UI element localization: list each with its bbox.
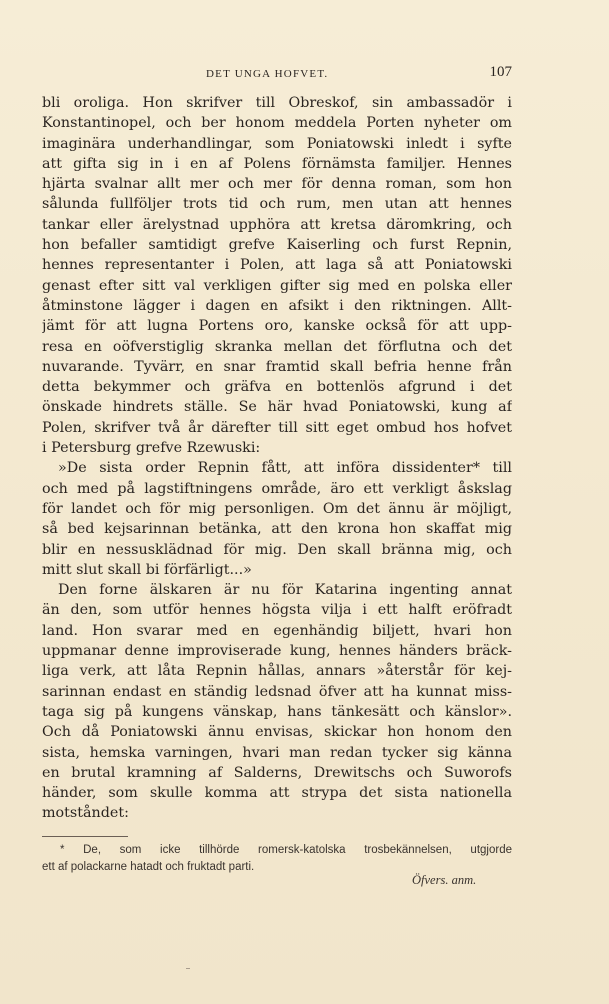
text-line: hennes representanter i Polen, att laga så att Poniatowski xyxy=(42,257,512,274)
text-line: bli oroliga. Hon skrifver till Obreskof, sin ambassadör i xyxy=(42,95,512,111)
text-line: Den forne älskaren är nu för Katarina ingenting annat xyxy=(58,582,512,599)
text-line: så bed kejsarinnan betänka, att den krona hon skaffat mig xyxy=(42,521,512,538)
text-line: att gifta sig in i en af Polens förnämsta familjer. Hennes xyxy=(42,155,512,172)
text-line: och med på lagstiftningens område, äro ett verkligt åskslag xyxy=(42,480,512,497)
text-line: åtminstone lägger i dagen en afsikt i den riktningen. Allt- xyxy=(42,297,512,314)
running-title: DET UNGA HOFVET. xyxy=(206,68,329,80)
footnote-line: * De, som icke tillhörde romersk-katolska trosbekännelsen, utgjorde xyxy=(60,844,512,856)
text-line: land. Hon svarar med en egenhändig biljett, hvari hon xyxy=(42,622,512,639)
translator-note: Öfvers. anm. xyxy=(412,873,477,887)
text-line: Polen, skrifver två år därefter till sitt eget ombud hos hofvet xyxy=(42,419,512,436)
text-line: motståndet: xyxy=(42,805,129,822)
text-line: än den, som utför hennes högsta vilja i ett halft eröfradt xyxy=(42,602,512,619)
text-line: Och då Poniatowski ännu envisas, skickar hon honom den xyxy=(42,724,512,741)
text-line: blir en nessusklädnad för mig. Den skall bränna mig, och xyxy=(42,541,512,558)
text-line: hon befaller samtidigt grefve Kaiserling och furst Repnin, xyxy=(42,237,512,254)
page-header xyxy=(42,64,512,84)
footnote xyxy=(42,842,512,876)
text-line: taga sig på kungens vänskap, hans tänkesätt och känslor». xyxy=(42,703,512,720)
text-line: uppmanar denne improviserade kung, hennes händers bräck- xyxy=(42,643,512,660)
text-line: en brutal kramning af Salderns, Drewitschs och Suworofs xyxy=(42,764,512,781)
text-line: resa en oöfverstiglig skranka mellan det förflutna och det xyxy=(42,338,512,355)
text-line: genast efter sitt val verkligen gifter sig med en polska eller xyxy=(42,277,512,294)
text-line: sålunda fullföljer trots tid och rum, men utan att hennes xyxy=(42,196,512,213)
text-line: för landet och för mig personligen. Om det ännu är möjligt, xyxy=(42,500,512,517)
text-line: i Petersburg grefve Rzewuski: xyxy=(42,440,261,457)
text-line: hjärta svalnar allt mer och mer för denna roman, som hon xyxy=(42,176,512,193)
text-line: »De sista order Repnin fått, att införa dissidenter* till xyxy=(58,460,512,477)
page-number: 107 xyxy=(489,64,512,80)
body-text xyxy=(42,93,512,824)
text-line: mitt slut skall bi förfärligt...» xyxy=(42,561,252,578)
text-line: nuvarande. Tyvärr, en snar framtid skall befria henne från xyxy=(42,358,512,375)
text-line: önskade hindrets ställe. Se här hvad Poniatowski, kung af xyxy=(42,399,512,416)
text-line: tankar eller ärelystnad upphöra att kretsa däromkring, och xyxy=(42,216,512,233)
footnote-divider xyxy=(42,836,128,837)
footnote-line: ett af polackarne hatadt och fruktadt parti. xyxy=(42,861,255,873)
text-line: sarinnan endast en ständig ledsnad öfver att ha kunnat miss- xyxy=(42,683,512,700)
text-line: jämt för att lugna Portens oro, kanske också för att upp- xyxy=(42,318,512,335)
text-line: imaginära underhandlingar, som Poniatowski inledt i syfte xyxy=(42,135,512,152)
text-line: liga verk, att låta Repnin hållas, annars »återstår för kej- xyxy=(42,663,512,680)
text-line: Konstantinopel, och ber honom meddela Porten nyheter om xyxy=(42,115,512,132)
text-line: sista, hemska varningen, hvari man redan tycker sig känna xyxy=(42,744,512,761)
paper-speck xyxy=(186,968,190,969)
text-line: detta bekymmer och gräfva en bottenlös afgrund i det xyxy=(42,379,512,396)
text-line: händer, som skulle komma att strypa det sista nationella xyxy=(42,785,512,802)
